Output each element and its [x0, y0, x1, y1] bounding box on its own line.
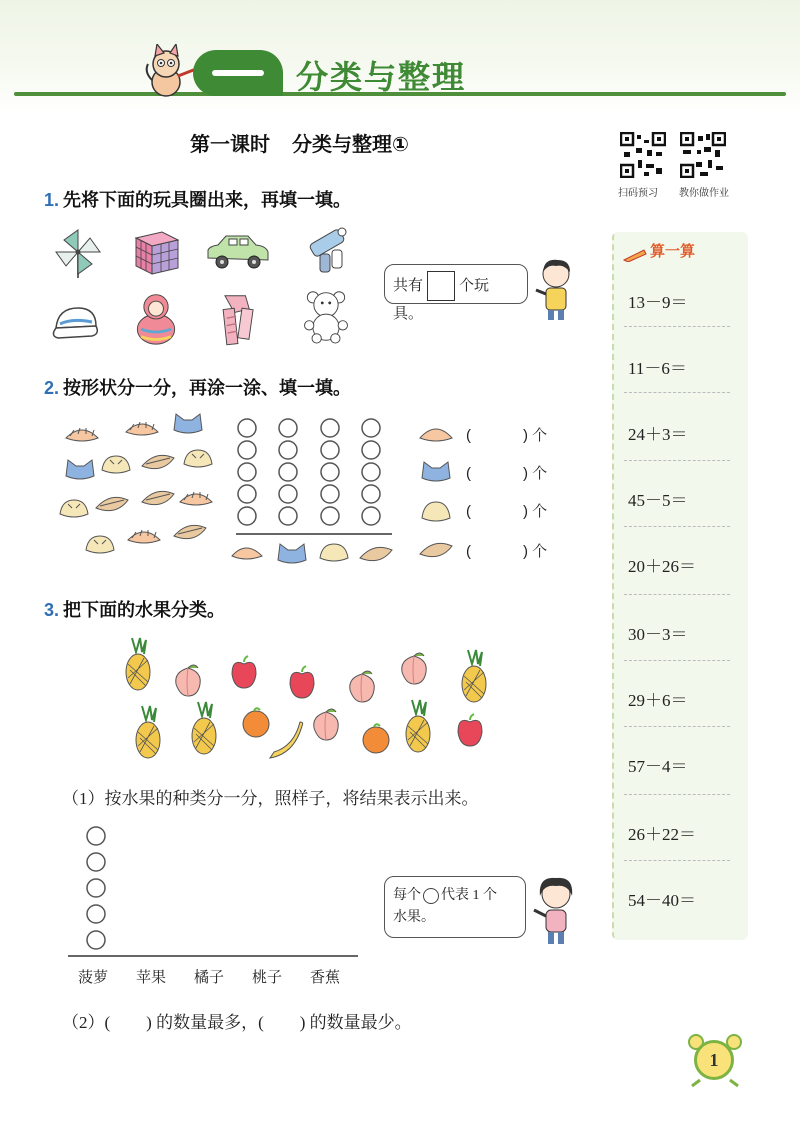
unit-title: 分类与整理	[296, 59, 467, 95]
boy-character-icon	[530, 256, 580, 322]
unit-number	[212, 70, 264, 76]
question-2	[44, 374, 351, 400]
answer-row-2[interactable]: ( ) 个	[466, 465, 548, 482]
legend-text-b: 代表 1 个	[441, 888, 497, 903]
answer-line[interactable]	[624, 726, 730, 727]
answer-line[interactable]	[624, 594, 730, 595]
legend-text-c: 水果。	[393, 910, 435, 925]
dumpling-icon	[418, 420, 454, 446]
category-apple: 苹果	[136, 970, 167, 986]
answer-line[interactable]	[624, 860, 730, 861]
part-2-middle: ) 的数量最多，(	[146, 1013, 264, 1032]
question-1	[44, 186, 351, 212]
calc-problem: 54－40＝	[628, 891, 696, 910]
question-1-number: 1.	[44, 190, 60, 210]
legend-bubble	[384, 876, 526, 938]
calc-problem: 11－6＝	[628, 359, 687, 378]
answer-line[interactable]	[624, 660, 730, 661]
food-pile-icon	[56, 412, 216, 562]
bun-icon	[418, 498, 454, 524]
unit-label: 个	[532, 427, 548, 444]
answer-line[interactable]	[624, 794, 730, 795]
answer-line[interactable]	[624, 326, 730, 327]
qr-code-homework[interactable]	[680, 132, 726, 178]
qr-label-homework: 教你做作业	[679, 188, 729, 199]
answer-line[interactable]	[624, 460, 730, 461]
cat-ear-dumpling-icon	[418, 458, 454, 484]
toy-car-icon[interactable]	[204, 228, 272, 274]
toy-count-suffix: 个玩具。	[393, 276, 490, 322]
fruit-pictograph	[66, 824, 366, 964]
scarf-icon[interactable]	[210, 292, 266, 348]
toy-count-bubble	[384, 264, 528, 322]
rubiks-cube-icon[interactable]	[128, 222, 184, 278]
calc-problem: 13－9＝	[628, 293, 688, 312]
category-banana: 香蕉	[310, 970, 341, 986]
fruit-pile-icon	[118, 636, 508, 766]
answer-row-4[interactable]: ( ) 个	[466, 543, 548, 560]
sidebar-title: 算一算	[650, 243, 696, 260]
qr-label-preview: 扫码预习	[618, 188, 658, 199]
calc-problem: 57－4＝	[628, 757, 688, 776]
part-2-suffix: ) 的数量最少。	[299, 1013, 412, 1032]
cap-icon[interactable]	[46, 296, 102, 352]
question-3-part-2	[62, 1008, 412, 1033]
leaf-dumpling-icon	[418, 536, 454, 562]
category-peach: 桃子	[252, 970, 283, 986]
calc-problem: 20＋26＝	[628, 557, 696, 576]
page-number: 1	[694, 1040, 734, 1080]
question-2-text: 按形状分一分，再涂一涂、填一填。	[63, 378, 352, 398]
lesson-heading	[190, 128, 409, 157]
unit-label: 个	[532, 465, 548, 482]
question-3	[44, 596, 225, 622]
calc-problem: 24＋3＝	[628, 425, 688, 444]
category-pineapple: 菠萝	[78, 970, 109, 986]
question-2-number: 2.	[44, 378, 60, 398]
calc-problem: 29＋6＝	[628, 691, 688, 710]
question-3-text: 把下面的水果分类。	[63, 600, 226, 620]
answer-line[interactable]	[624, 392, 730, 393]
toy-count-prefix: 共有	[393, 276, 424, 294]
answer-row-3[interactable]: ( ) 个	[466, 503, 548, 520]
toy-count-box[interactable]	[427, 271, 455, 301]
category-labels	[78, 966, 368, 987]
pencil-icon	[622, 246, 648, 262]
teddy-bear-icon[interactable]	[298, 288, 354, 344]
question-3-part-1: （1）按水果的种类分一分，照样子，将结果表示出来。	[62, 789, 479, 808]
question-3-number: 3.	[44, 600, 60, 620]
pinwheel-icon[interactable]	[50, 224, 106, 280]
calc-problem: 26＋22＝	[628, 825, 696, 844]
calc-problem: 45－5＝	[628, 491, 688, 510]
water-gun-icon[interactable]	[296, 222, 352, 278]
grid-category-icons	[230, 538, 400, 568]
category-orange: 橘子	[194, 970, 225, 986]
legend-text-a: 每个	[393, 888, 421, 903]
girl-character-icon	[528, 872, 584, 946]
part-2-prefix: （2）(	[62, 1013, 111, 1032]
question-1-text: 先将下面的玩具圈出来，再填一填。	[63, 190, 352, 210]
calc-problem: 30－3＝	[628, 625, 688, 644]
unit-label: 个	[532, 543, 548, 560]
lesson-title: 分类与整理①	[292, 134, 409, 156]
unit-label: 个	[532, 503, 548, 520]
qr-code-preview[interactable]	[620, 132, 666, 178]
matryoshka-doll-icon[interactable]	[128, 290, 184, 346]
answer-line[interactable]	[624, 526, 730, 527]
legend-circle-icon	[423, 888, 439, 904]
answer-row-1[interactable]: ( ) 个	[466, 427, 548, 444]
lesson-label: 第一课时	[190, 134, 270, 156]
